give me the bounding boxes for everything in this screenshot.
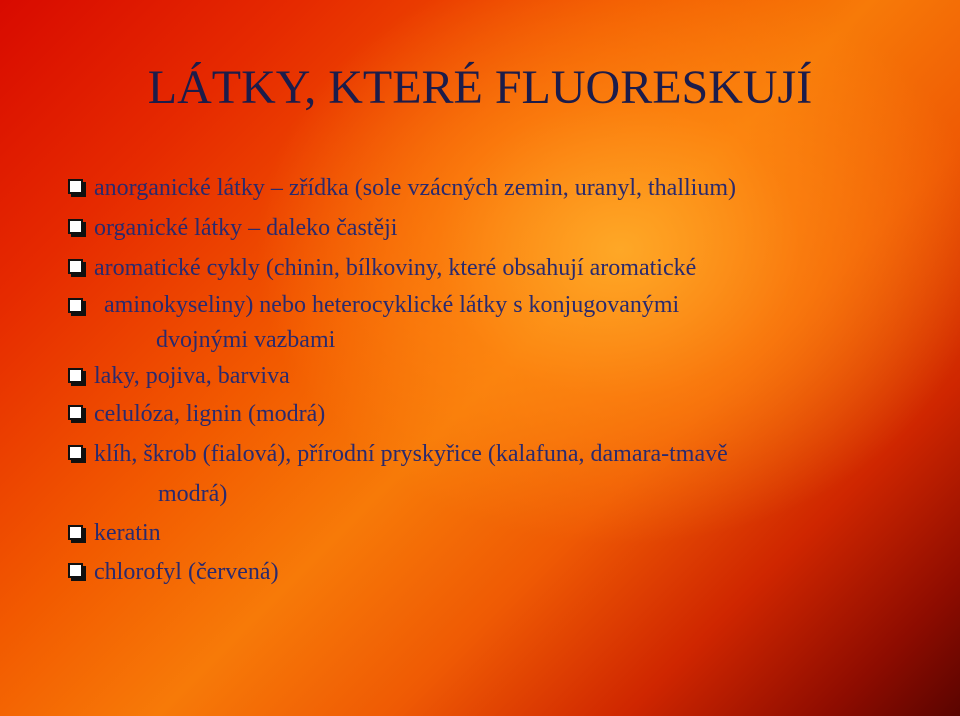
checkbox-bullet-icon — [68, 445, 83, 460]
checkbox-bullet-icon — [68, 179, 83, 194]
list-item-text: aromatické cykly (chinin, bílkoviny, které obsahují aromatické — [94, 255, 697, 281]
list-item — [68, 514, 948, 552]
checkbox-bullet-icon — [68, 563, 83, 578]
list-item-text: anorganické látky – zřídka (sole vzácných zemin, uranyl, thallium) — [94, 175, 736, 201]
checkbox-bullet-icon — [68, 368, 83, 383]
list-item — [68, 552, 948, 592]
list-item — [68, 208, 948, 248]
list-item — [68, 358, 948, 394]
list-item-text: klíh, škrob (fialová), přírodní pryskyřice (kalafuna, damara-tmavě — [94, 441, 728, 467]
list-item — [68, 288, 948, 358]
checkbox-bullet-icon — [68, 219, 83, 234]
checkbox-bullet-icon — [68, 525, 83, 540]
list-item — [68, 434, 948, 514]
list-item-text: aminokyseliny) nebo heterocyklické látky s konjugovanými — [104, 292, 680, 318]
list-item-continuation: dvojnými vazbami — [156, 327, 336, 353]
list-item-continuation: modrá) — [158, 481, 228, 507]
list-item-text: celulóza, lignin (modrá) — [94, 401, 326, 427]
list-item-text: organické látky – daleko častěji — [94, 215, 398, 241]
slide-title: LÁTKY, KTERÉ FLUORESKUJÍ — [147, 61, 813, 114]
list-item-text: chlorofyl (červená) — [94, 559, 279, 585]
checkbox-bullet-icon — [68, 405, 83, 420]
list-item — [68, 248, 948, 288]
list-item — [68, 394, 948, 434]
bullet-list — [68, 168, 948, 592]
list-item-text: laky, pojiva, barviva — [94, 363, 290, 389]
checkbox-bullet-icon — [68, 259, 83, 274]
checkbox-bullet-icon — [68, 298, 83, 313]
list-item — [68, 168, 948, 208]
list-item-text: keratin — [94, 520, 161, 546]
